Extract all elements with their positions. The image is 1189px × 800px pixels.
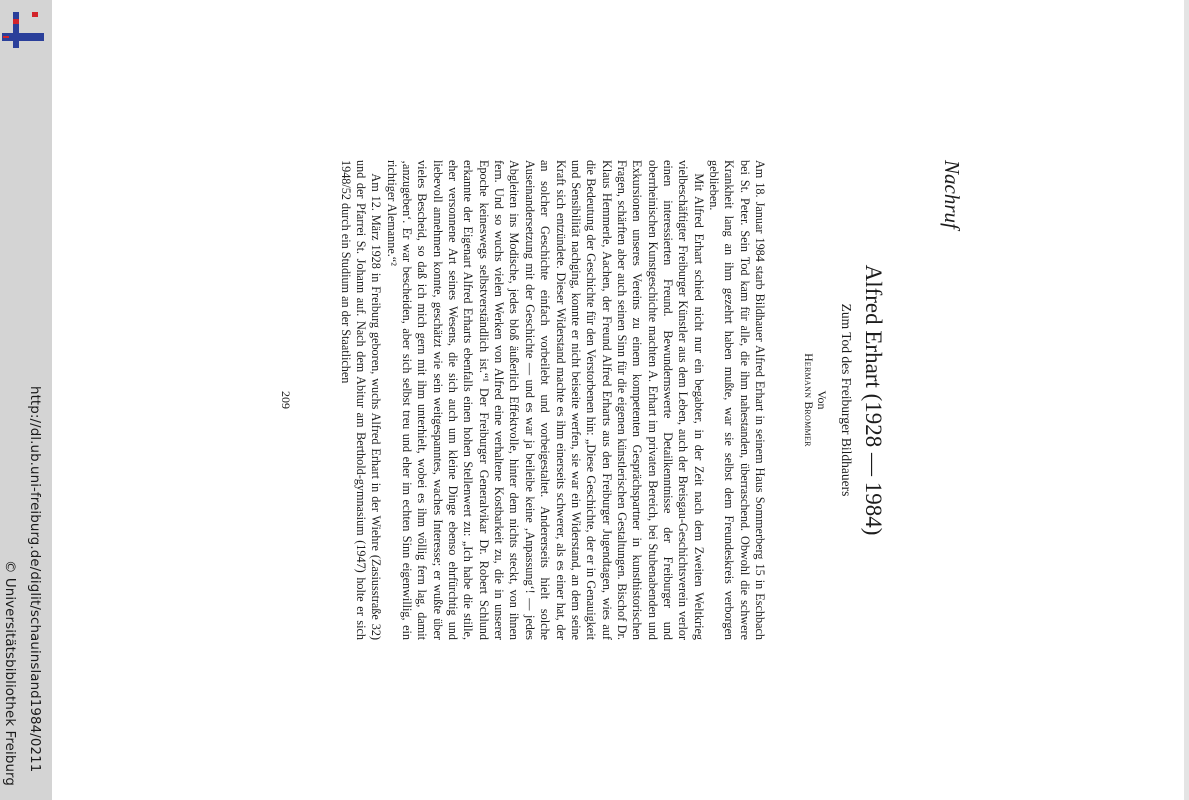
article-subtitle: Zum Tod des Freiburger Bildhauers — [839, 303, 854, 497]
title-block — [801, 160, 886, 640]
byline-von: Von — [815, 390, 829, 410]
library-logo-icon — [2, 10, 44, 50]
page-number: 209 — [279, 391, 293, 409]
article-body — [337, 160, 767, 640]
page-heading: Nachruf — [940, 160, 964, 229]
paragraph: Am 18. Januar 1984 starb Bildhauer Alfred Erhart in seinem Haus Sommerberg 15 in Eschbach bei St. Peter. Sein Tod kam für alle, die ihm nahestanden, überraschend. Obwohl die schwere Krankheit lang an ihm gezehrt haben mußte, war sie selbst dem Freundeskreis verborgen geblieben. — [706, 160, 767, 640]
paragraph: Am 12. März 1928 in Freiburg geboren, wuchs Alfred Erhart in der Wiehre (Zasiusstraße 32) und der Pfarrei St. Johann auf. Nach dem Abitur am Berthold-gymnasium (1947) holte er sich 1948/52 durch ein Studium an der Staatlichen — [338, 160, 384, 640]
article-title: Alfred Erhart (1928 — 1984) — [861, 264, 886, 536]
document-url[interactable]: http://dl.ub.uni-freiburg.de/diglit/schauinsland1984/0211 — [27, 386, 42, 773]
author-name: Hermann Brommer — [802, 353, 814, 447]
paragraph: Mit Alfred Erhart schied nicht nur ein begabter, in der Zeit nach dem Zweiten Weltkrieg vielbeschäftigter Freiburger Künstler aus dem Leben, auch der Breisgau-Geschichtsverein verlor einen interessierten Freund. Bewundernswerte Detailkenntnisse der Freiburger und oberrheinischen Kunstgeschichte machten A. Erhart im privaten Bereich, bei Stubenabenden und Exkursionen unseres Vereins zu einem kompetenten Gesprächspartner in kunsthistorischen Fragen, schärften aber auch seinen Sinn für die eigenen künstlerischen Gestaltungen. Bischof Dr. Klaus Hemmerle, Aachen, der Freund Alfred Erharts aus den Freiburger Jugendtagen, wies auf die Bedeutung der Geschichte für den Verstorbenen hin: „Diese Geschichte, der er in Genauigkeit und Sensibilität nachging, konnte er nicht beiseite werfen, sie war ein Widerstand, an dem seine Kraft sich entzündete. Dieser Widerstand machte es ihm einerseits schwerer, als es einer hat, der an solcher Geschichte einfach vorbeilebt und vorbeigestaltet. Andererseits hielt solche Auseinandersetzung mit der Geschichte — und es war ja beileibe keine ‚Anpassung‘! — jedes Abgleiten ins Modische, jedes bloß äußerlich Effektvolle, hinter dem nichts steckt, von ihnen fern. Und so wuchs vielen Werken von Alfred eine verhaltene Kostbarkeit zu, die in unserer Epoche keineswegs selbstverständlich ist.“¹ Der Freiburger Generalvikar Dr. Robert Schlund erkannte der Eigenart Alfred Erharts ebenfalls einen hohen Stellenwert zu: „Ich habe die stille, eher versonnene Art seines Wesens, die sich auch um kleine Dinge ebenso ehrfürchtig und liebevoll annehmen konnte, geschätzt wie sein weitgespanntes, waches Interesse; er wußte über vieles Bescheid, so daß ich mich gern mit ihm unterhielt, wobei es ihm völlig fern lag, damit ‚anzugeben‘. Er war bescheiden, aber sich selbst treu und eher im echten Sinn eigenwillig, ein richtiger Alemanne.“² — [384, 160, 706, 640]
library-sidebar — [0, 0, 52, 800]
copyright-notice: © Universitätsbibliothek Freiburg — [2, 560, 17, 786]
viewer-right-edge — [1184, 0, 1189, 800]
scanned-page — [270, 160, 1000, 640]
